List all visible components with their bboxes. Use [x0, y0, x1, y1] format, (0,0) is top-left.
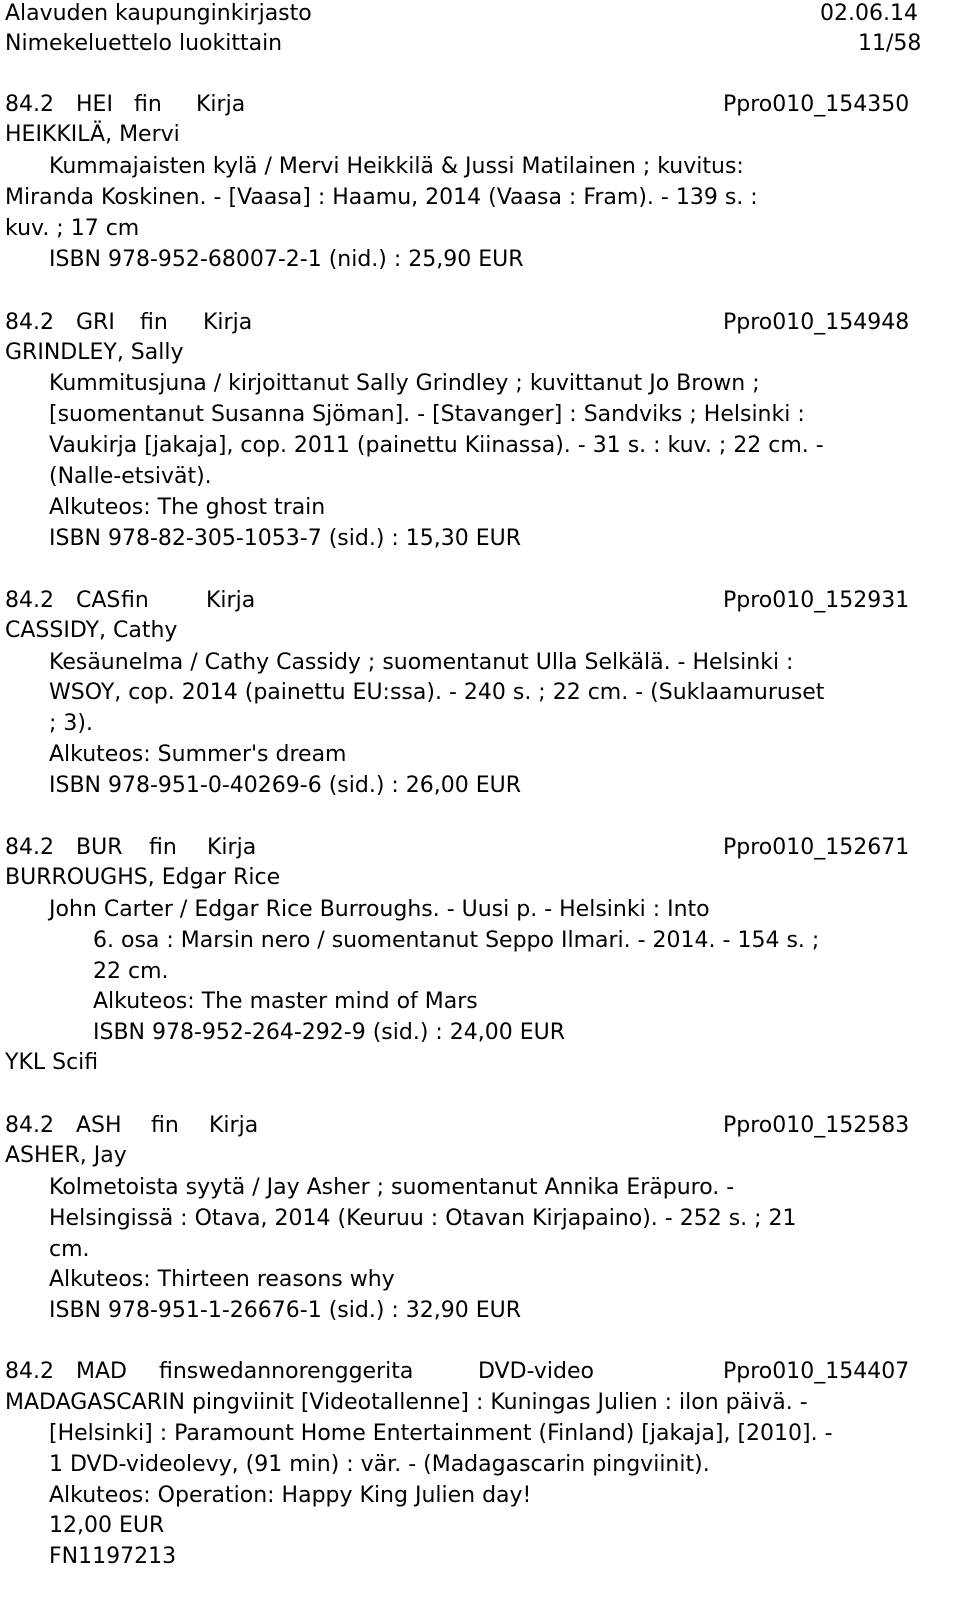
record-class: 84.2 [5, 92, 54, 117]
record-text: John Carter / Edgar Rice Burroughs. - Uusi p. - Helsinki : Into [49, 897, 710, 922]
record-text: [suomentanut Susanna Sjöman]. - [Stavanger] : Sandviks ; Helsinki : [49, 402, 805, 427]
record-text: Helsingissä : Otava, 2014 (Keuruu : Otavan Kirjapaino). - 252 s. ; 21 [49, 1206, 797, 1231]
record-id: Ppro010_154407 [723, 1359, 910, 1384]
record-id: Ppro010_152671 [723, 835, 910, 860]
record-id: Ppro010_152583 [723, 1113, 910, 1138]
record-material: DVD-video [478, 1359, 594, 1384]
record-text: kuv. ; 17 cm [5, 216, 140, 241]
record-original-title: Alkuteos: Operation: Happy King Julien day! [49, 1483, 532, 1508]
record-code: CAS [76, 588, 121, 613]
record-class: 84.2 [5, 1359, 54, 1384]
record-author: ASHER, Jay [5, 1143, 127, 1168]
record-lang: fin [140, 310, 168, 335]
record-id: Ppro010_152931 [723, 588, 910, 613]
record-class: 84.2 [5, 588, 54, 613]
report-date: 02.06.14 [820, 1, 918, 26]
record-title-line: MADAGASCARIN pingviinit [Videotallenne] : Kuningas Julien : ilon päivä. - [5, 1390, 808, 1415]
record-text: Kolmetoista syytä / Jay Asher ; suomentanut Annika Eräpuro. - [49, 1175, 735, 1200]
record-text: 6. osa : Marsin nero / suomentanut Seppo Ilmari. - 2014. - 154 s. ; [93, 928, 820, 953]
record-isbn: ISBN 978-951-1-26676-1 (sid.) : 32,90 EUR [49, 1298, 522, 1323]
record-material: Kirja [206, 588, 256, 613]
record-author: GRINDLEY, Sally [5, 340, 184, 365]
record-isbn: ISBN 978-951-0-40269-6 (sid.) : 26,00 EUR [49, 773, 522, 798]
record-code: ASH [76, 1113, 122, 1138]
record-text: Kummitusjuna / kirjoittanut Sally Grindley ; kuvittanut Jo Brown ; [49, 371, 760, 396]
record-code: BUR [76, 835, 123, 860]
record-material: Kirja [209, 1113, 259, 1138]
record-text: 22 cm. [93, 959, 169, 984]
record-code: GRI [76, 310, 115, 335]
record-text: [Helsinki] : Paramount Home Entertainment (Finland) [jakaja], [2010]. - [49, 1421, 833, 1446]
record-author: HEIKKILÄ, Mervi [5, 122, 180, 147]
record-author: CASSIDY, Cathy [5, 618, 178, 643]
page-number: 11/58 [858, 31, 922, 56]
record-author: BURROUGHS, Edgar Rice [5, 865, 281, 890]
record-class: 84.2 [5, 310, 54, 335]
record-lang: fin [121, 588, 149, 613]
record-lang: fin [151, 1113, 179, 1138]
record-code: MAD [76, 1359, 127, 1384]
record-original-title: Alkuteos: The ghost train [49, 495, 326, 520]
record-class: 84.2 [5, 835, 54, 860]
record-identifier: FN1197213 [49, 1544, 177, 1569]
record-material: Kirja [196, 92, 246, 117]
record-price: 12,00 EUR [49, 1513, 165, 1538]
record-lang: fin [134, 92, 162, 117]
record-id: Ppro010_154350 [723, 92, 910, 117]
record-class: 84.2 [5, 1113, 54, 1138]
record-material: Kirja [203, 310, 253, 335]
record-text: (Nalle-etsivät). [49, 464, 212, 489]
record-isbn: ISBN 978-82-305-1053-7 (sid.) : 15,30 EUR [49, 526, 522, 551]
library-name: Alavuden kaupunginkirjasto [5, 1, 312, 26]
record-lang: finswedannorenggerita [159, 1359, 414, 1384]
record-text: Kummajaisten kylä / Mervi Heikkilä & Jussi Matilainen ; kuvitus: [49, 154, 744, 179]
record-text: Vaukirja [jakaja], cop. 2011 (painettu Kiinassa). - 31 s. : kuv. ; 22 cm. - [49, 433, 824, 458]
record-classification: YKL Scifi [5, 1050, 99, 1075]
record-text: Miranda Koskinen. - [Vaasa] : Haamu, 2014 (Vaasa : Fram). - 139 s. : [5, 185, 758, 210]
list-title: Nimekeluettelo luokittain [5, 31, 283, 56]
record-material: Kirja [207, 835, 257, 860]
record-original-title: Alkuteos: The master mind of Mars [93, 989, 478, 1014]
record-original-title: Alkuteos: Thirteen reasons why [49, 1267, 395, 1292]
record-text: 1 DVD-videolevy, (91 min) : vär. - (Madagascarin pingviinit). [49, 1452, 710, 1477]
record-isbn: ISBN 978-952-68007-2-1 (nid.) : 25,90 EUR [49, 247, 524, 272]
record-text: cm. [49, 1237, 90, 1262]
record-text: ; 3). [49, 711, 93, 736]
record-original-title: Alkuteos: Summer's dream [49, 742, 347, 767]
record-text: WSOY, cop. 2014 (painettu EU:ssa). - 240 s. ; 22 cm. - (Suklaamuruset [49, 680, 825, 705]
record-code: HEI [76, 92, 113, 117]
record-lang: fin [149, 835, 177, 860]
record-isbn: ISBN 978-952-264-292-9 (sid.) : 24,00 EUR [93, 1020, 566, 1045]
record-text: Kesäunelma / Cathy Cassidy ; suomentanut Ulla Selkälä. - Helsinki : [49, 650, 794, 675]
record-id: Ppro010_154948 [723, 310, 910, 335]
